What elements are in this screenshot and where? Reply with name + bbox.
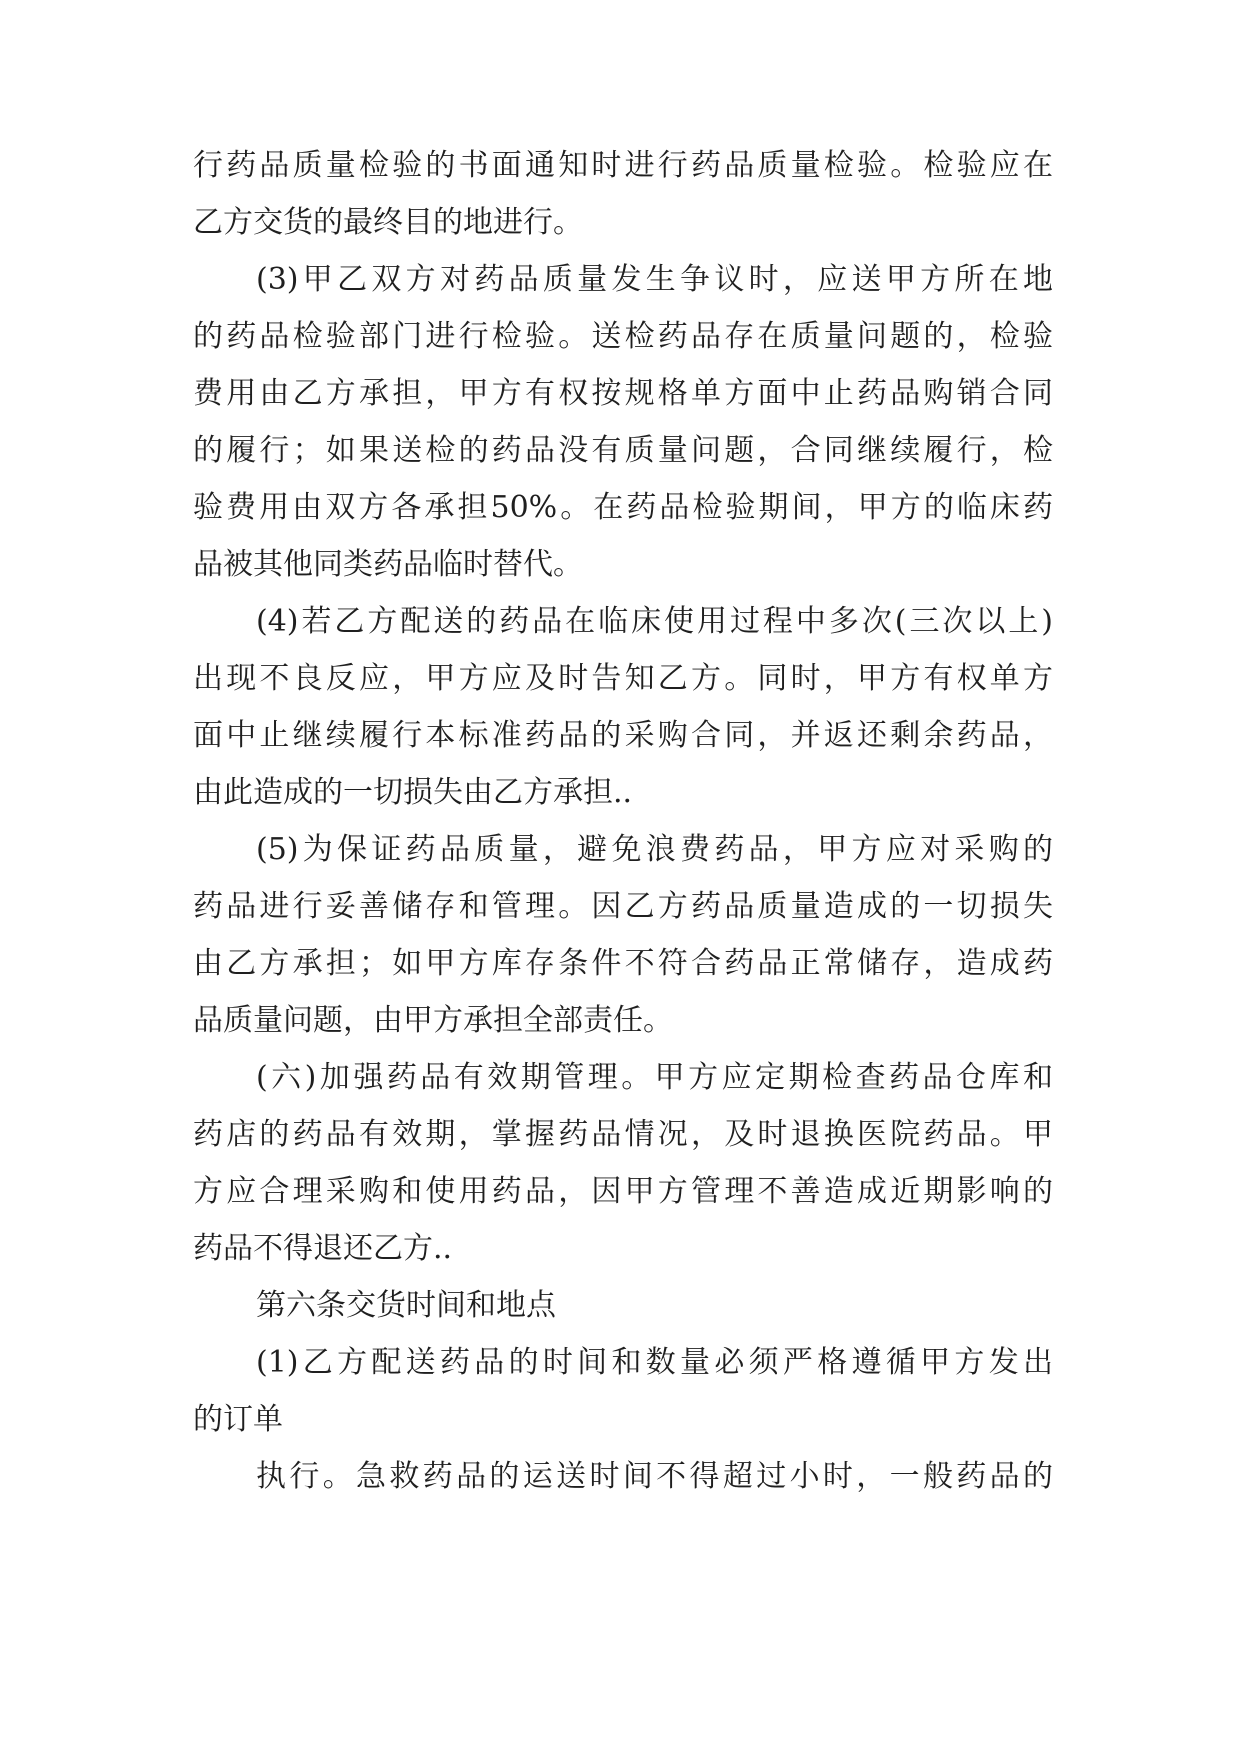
section-heading: 第六条交货时间和地点	[256, 1288, 556, 1323]
paragraph-start-line: (4)若乙方配送的药品在临床使用过程中多次(三次以上)	[256, 604, 1053, 639]
paragraph-start-line: 执行。急救药品的运送时间不得超过小时，一般药品的	[256, 1459, 1053, 1494]
text-line: 的履行；如果送检的药品没有质量问题，合同继续履行，检	[193, 433, 1053, 468]
text-line: 费用由乙方承担，甲方有权按规格单方面中止药品购销合同	[193, 376, 1053, 411]
text-line: 乙方交货的最终目的地进行。	[193, 205, 583, 240]
text-line: 品质量问题，由甲方承担全部责任。	[193, 1003, 673, 1038]
text-line: 验费用由双方各承担50%。在药品检验期间，甲方的临床药	[193, 490, 1053, 525]
paragraph-start-line: (六)加强药品有效期管理。甲方应定期检查药品仓库和	[256, 1060, 1053, 1095]
text-line: 药品进行妥善储存和管理。因乙方药品质量造成的一切损失	[193, 889, 1053, 924]
text-line: 面中止继续履行本标准药品的采购合同，并返还剩余药品，	[193, 718, 1053, 753]
text-line: 的订单	[193, 1402, 283, 1437]
text-line: 由乙方承担；如甲方库存条件不符合药品正常储存，造成药	[193, 946, 1053, 981]
text-line: 由此造成的一切损失由乙方承担..	[193, 775, 633, 810]
text-line: 的药品检验部门进行检验。送检药品存在质量问题的，检验	[193, 319, 1053, 354]
text-line: 出现不良反应，甲方应及时告知乙方。同时，甲方有权单方	[193, 661, 1053, 696]
text-line: 药店的药品有效期，掌握药品情况，及时退换医院药品。甲	[193, 1117, 1053, 1152]
paragraph-start-line: (5)为保证药品质量，避免浪费药品，甲方应对采购的	[256, 832, 1053, 867]
paragraph-start-line: (3)甲乙双方对药品质量发生争议时，应送甲方所在地	[256, 262, 1053, 297]
paragraph-start-line: (1)乙方配送药品的时间和数量必须严格遵循甲方发出	[256, 1345, 1053, 1380]
text-line: 方应合理采购和使用药品，因甲方管理不善造成近期影响的	[193, 1174, 1053, 1209]
text-line: 品被其他同类药品临时替代。	[193, 547, 583, 582]
text-line: 药品不得退还乙方..	[193, 1231, 453, 1266]
text-line: 行药品质量检验的书面通知时进行药品质量检验。检验应在	[193, 148, 1053, 183]
